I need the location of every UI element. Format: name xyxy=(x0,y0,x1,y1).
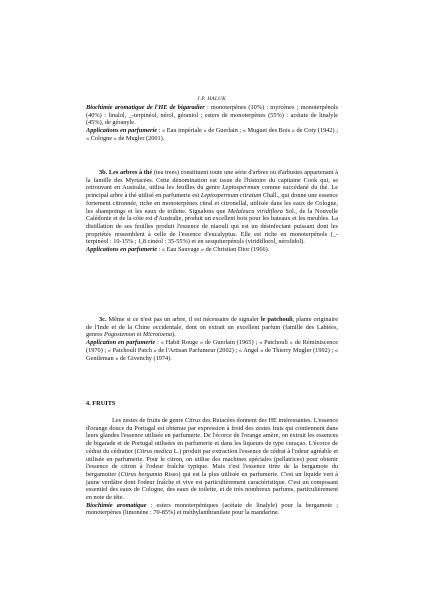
section-3b-applications xyxy=(86,246,338,254)
section-4-text-d: Risso) qui est la plus utilisée en parfumerie. C'est un liquide vert à jaune verdâtre dont l'odeur fraîche et vive est particulièrement caractéristique. C'est un composant essentiel des eaux de Cologne, des eaux de toilette, et de très nombreux parfums, particulièrement en note de tête. xyxy=(86,470,338,502)
section-3c-text4: ). xyxy=(172,331,176,339)
section-4-text-b: des Rutacées donnent des HE intéressantes. L'essence d'orange douce du Portugal est obtenue par expression à froid des zestes frais qui contiennent dans leurs glandes l'essence utilisée en parfumerie. De l'écorce de l'orange amère, on extrait les essences de bigarade et de Portugal utilisées en parfumerie et dans les liqueurs de type curaçao. L'écorce de cédrat du cédratier ( xyxy=(86,417,338,455)
section-4-bio-text: : esters monoterpéniques (acétate de linalyle) pour la bergamote ; monoterpènes (limonène : 70-85%) et méthylanthranilate pour la mandarine. xyxy=(86,501,338,517)
section-3b-species: Leptospermum citratum xyxy=(200,192,262,200)
section-3c-app-text: : « Habit Rouge » de Guerlain (1965) ; « Patchouli » de Réminiscence (1970) ; « Patchouli Patch » de l'Artisan Parfumeur (2002) ; « Angel » de Thierry Mugler (1992) ; « Gentleman » de Givenchy (1974). xyxy=(86,339,338,362)
section-3c-paragraph xyxy=(86,316,338,339)
section-3b xyxy=(86,169,338,254)
section-3c-genera: Pogostemon xyxy=(104,331,136,339)
section-4-body xyxy=(86,417,338,517)
section-4-text-c: L.) produit par extraction l'essence de cédrat à l'odeur agréable et utilisée en parfumerie. Pour le citron, on utilise des machines spéciales (pellatrices) pour obtenir l'essence de citron à l'odeur fraîche typique. Mais c'est l'essence tirée de la bergamote du bergamotier ( xyxy=(86,447,339,478)
section-3b-number: 3b. xyxy=(99,169,108,176)
section-4-text-a: Les zestes de fruits de genre xyxy=(112,417,185,424)
section-3b-text3: Chall., qui donne une essence fortement citronnée, riche en monoterpènes citral et citronellal, utilisée dans les eaux de Cologne, les shampoings et les eaux de toilette. Signalons que xyxy=(86,192,339,215)
section-3b-genus: Leptospermum xyxy=(222,184,260,192)
section-3c-number: 3c. xyxy=(99,316,107,323)
section-3c-text: Même si ce n'est pas un arbre, il est nécessaire de signaler xyxy=(106,316,261,323)
applications-text: : « Eau impériale » de Guerlain ; « Muguet des Bois » de Coty (1942) ; « Cologne » de Mugler (2001). xyxy=(86,127,338,142)
section-4-heading: 4. FRUITS xyxy=(86,400,116,407)
applications-label: Applications en parfumerie xyxy=(86,127,158,135)
section-4-species: Citrus medica xyxy=(136,447,173,455)
section-3c-text2: , plante originaire de l'Inde et de la Chine occidentale, dont on extrait un excellent parfum (famille des Labiées, genres xyxy=(86,316,338,339)
section-4-species2: Citrus bergamia xyxy=(120,470,163,478)
section-4-biochemistry xyxy=(86,502,338,517)
applications-paragraph xyxy=(86,127,338,142)
biochemistry-label: Biochimie aromatique de l'HE de bigaradier xyxy=(86,104,205,111)
section-3b-paragraph xyxy=(86,169,338,246)
section-3b-title: Les arbres à thé xyxy=(107,169,153,176)
section-3c-applications xyxy=(86,339,338,362)
section-4 xyxy=(86,400,338,408)
biochemistry-paragraph xyxy=(86,104,338,127)
section-3c-genera2: Microtoena xyxy=(142,331,173,339)
running-head: J.P. HALUK xyxy=(197,96,226,102)
biochemistry-text: : monoterpènes (10%) : myrcènes ; monoterpénols (40%) : linalol, _-terpinéol, nérol, géraniol ; esters de monoterpènes (55%) : acétate de linalyle (45%), de géranyle. xyxy=(86,104,338,127)
section-3b-text2: comme succédané du thé. Le principal arbre à thé utilisé en parfumerie est xyxy=(86,184,338,200)
section-4-bio-label: Biochimie aromatique xyxy=(86,501,147,509)
section-3c-app-label: Application en parfumerie xyxy=(86,339,156,347)
section-3b-text4: Sol., de la Nouvelle Calédonie et de la côte est d'Australie, produit un excellent bois pour les bateaux et les meubles. La distillation de ses feuilles produit l'essence de niaouli qui est un désinfectant puissant dont les propriétés ressemblent à celle de l'essence d'eucalyptus. Elle est riche en monoterpénols (_-terpinéol : 10-15% ; 1,8 cinéol : 35-55%) et en sesquiterpénols (viridiflorol, nérolidol). xyxy=(86,207,338,246)
section-4-genus: Citrus xyxy=(184,417,201,424)
section-3c xyxy=(86,316,338,362)
section-3b-app-text: : « Eau Sauvage » de Christian Dior (1966). xyxy=(157,246,270,254)
section-3b-species2: Melaleuca viridiflora xyxy=(227,207,283,215)
section-3b-app-label: Applications en parfumerie xyxy=(86,246,158,254)
section-3c-title: le patchouli xyxy=(260,316,293,323)
section-3b-text: (tea trees) constituent toute une série d'arbres ou d'arbustes appartenant à la famille des Myrtacées. Cette dénomination est issue de l'histoire du capitaine Cook qui, se retrouvant en Australie, utilisa les feuilles du genre xyxy=(86,169,339,192)
section-4-paragraph xyxy=(86,417,338,502)
section-3c-text3: et xyxy=(135,331,143,339)
bigaradier-section-end xyxy=(86,104,338,143)
